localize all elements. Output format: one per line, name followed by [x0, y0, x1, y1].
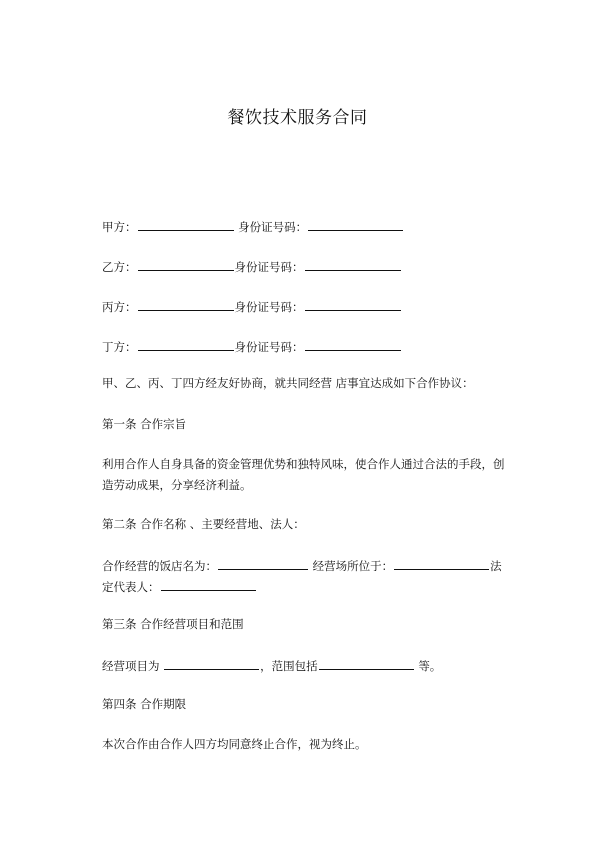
article4-text: 本次合作由合作人四方均同意终止合作，视为终止。 — [102, 737, 367, 751]
article2-line1 — [102, 557, 502, 573]
intro-paragraph: 甲、乙、丙、丁四方经友好协商，就共同经营 店事宜达成如下合作协议： — [102, 376, 474, 390]
id-blank — [308, 218, 403, 231]
article3-heading: 第三条 合作经营项目和范围 — [102, 617, 244, 631]
scope-blank — [319, 657, 414, 670]
restaurant-name-blank — [218, 557, 308, 570]
scope-suffix: 等。 — [418, 659, 442, 673]
id-label: 身份证号码： — [238, 220, 308, 234]
party-label: 丁方： — [102, 340, 137, 354]
party-label: 乙方： — [102, 260, 137, 274]
project-blank — [164, 657, 259, 670]
party-line-bing — [102, 298, 402, 314]
article1-line1: 利用合作人自身具备的资金管理优势和独特风味，使合作人通过合法的手段，创 — [102, 457, 505, 471]
scope-label: ，范围包括 — [260, 659, 318, 673]
article4-heading: 第四条 合作期限 — [102, 697, 187, 711]
legal-rep-label: 定代表人： — [102, 580, 160, 594]
id-blank — [305, 338, 401, 351]
project-label: 经营项目为 — [102, 659, 160, 673]
party-label: 丙方： — [102, 300, 137, 314]
restaurant-name-label: 合作经营的饭店名为： — [102, 559, 217, 573]
party-label: 甲方： — [102, 220, 137, 234]
id-label: 身份证号码： — [234, 300, 304, 314]
legal-rep-blank — [161, 578, 256, 591]
id-label: 身份证号码： — [234, 340, 304, 354]
location-blank — [394, 557, 489, 570]
id-label: 身份证号码： — [234, 260, 304, 274]
location-label: 经营场所位于： — [312, 559, 394, 573]
article3-line — [102, 657, 441, 673]
article2-line2 — [102, 578, 257, 594]
article1-line2: 造劳动成果，分享经济利益。 — [102, 478, 252, 492]
party-line-yi — [102, 258, 402, 274]
id-blank — [305, 258, 401, 271]
name-blank — [138, 338, 234, 351]
name-blank — [138, 258, 234, 271]
party-line-ding — [102, 338, 402, 354]
legal-label-tail: 法 — [490, 559, 502, 573]
article1-heading: 第一条 合作宗旨 — [102, 417, 187, 431]
id-blank — [305, 298, 401, 311]
article2-heading: 第二条 合作名称 、主要经营地、法人： — [102, 517, 305, 531]
name-blank — [138, 218, 234, 231]
name-blank — [138, 298, 234, 311]
party-line-jia — [102, 218, 404, 234]
document-title: 餐饮技术服务合同 — [227, 108, 368, 128]
